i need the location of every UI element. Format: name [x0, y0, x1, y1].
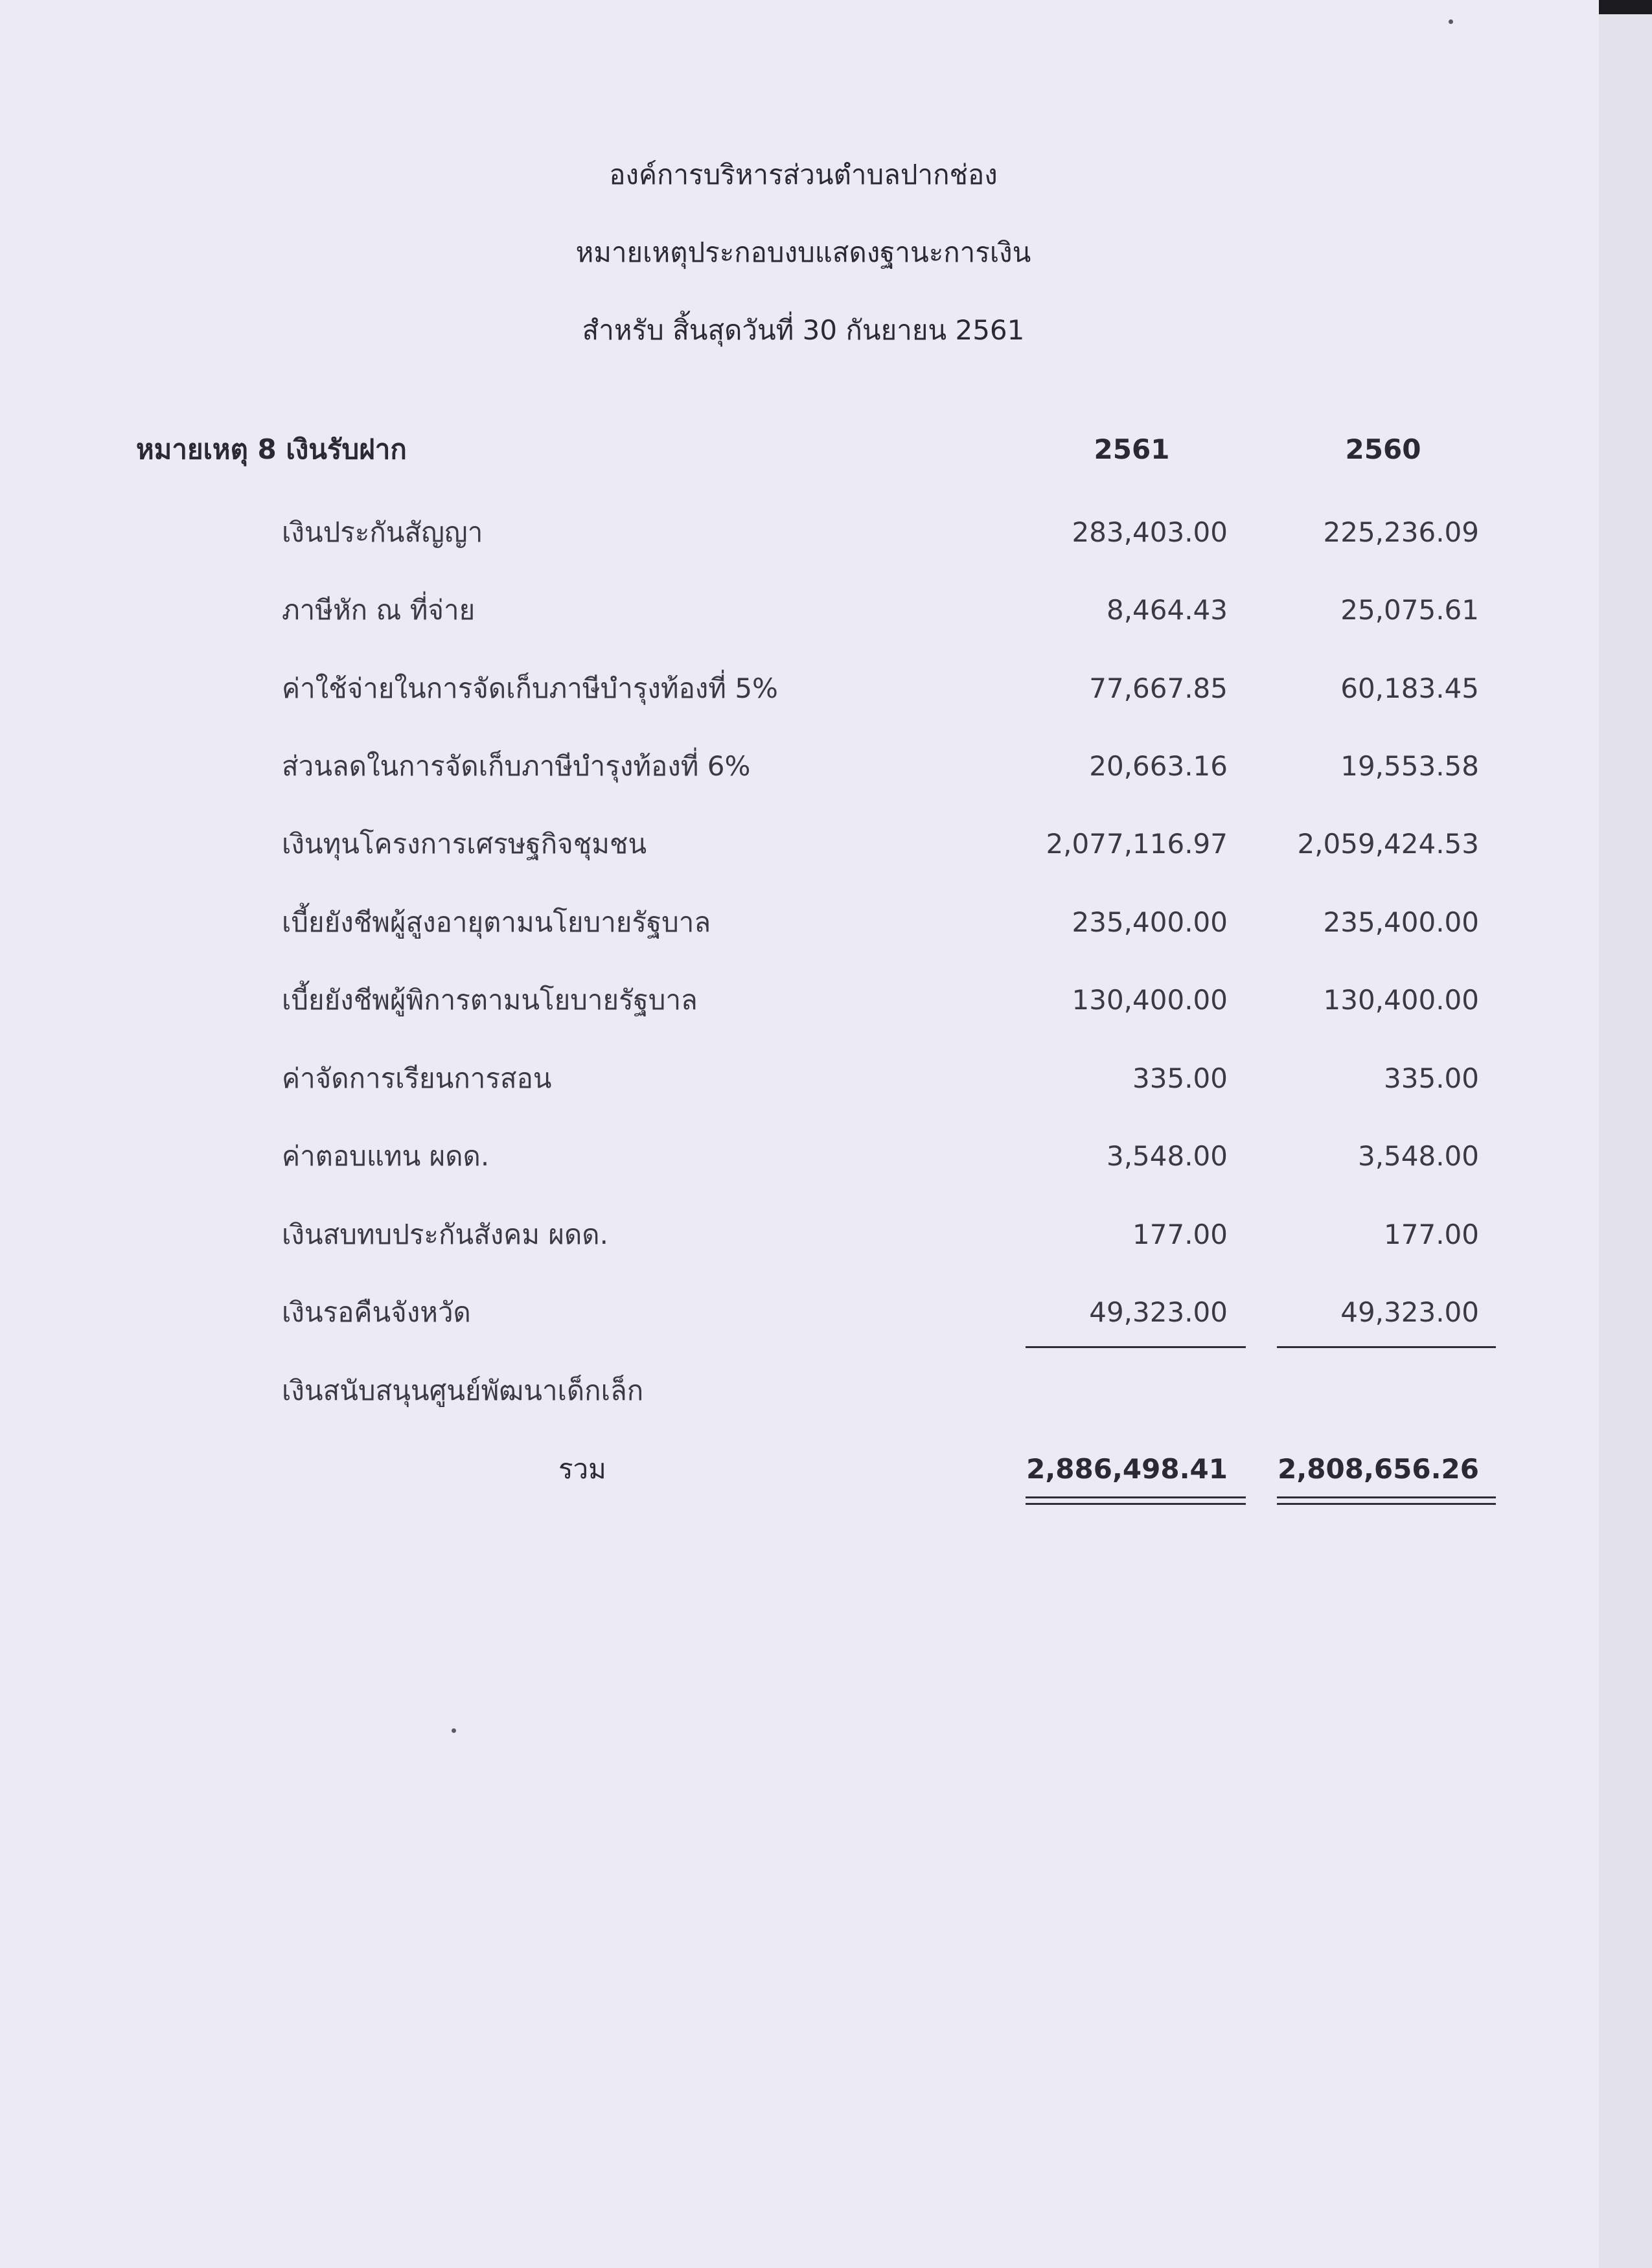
row-label: เบี้ยยังชีพผู้สูงอายุตามนโยบายรัฐบาล [282, 906, 711, 938]
row-label: เงินทุนโครงการเศรษฐกิจชุมชน [282, 828, 647, 860]
column-header-previous: 2560 [1345, 433, 1421, 465]
row-value-current: 49,323.00 [1089, 1296, 1228, 1328]
row-label: ส่วนลดในการจัดเก็บภาษีบำรุงท้องที่ 6% [282, 750, 751, 782]
row-label: เงินประกันสัญญา [282, 516, 483, 548]
row-value-previous: 25,075.61 [1340, 594, 1479, 626]
note-title: หมายเหตุ 8 เงินรับฝาก [136, 433, 407, 465]
column-header-current: 2561 [1094, 433, 1170, 465]
row-value-previous: 3,548.00 [1357, 1140, 1479, 1172]
org-name: องค์การบริหารส่วนตำบลปากช่อง [609, 159, 998, 190]
table-row [0, 1293, 1607, 1332]
document-title: หมายเหตุประกอบงบแสดงฐานะการเงิน [575, 236, 1031, 268]
row-value-current: 20,663.16 [1089, 750, 1228, 782]
table-row [0, 747, 1607, 786]
row-value-previous: 177.00 [1384, 1219, 1479, 1250]
row-label: ค่าจัดการเรียนการสอน [282, 1062, 552, 1094]
page-edge-shadow [1599, 0, 1652, 2268]
subtotal-rule-current [1026, 1346, 1246, 1348]
total-double-rule-current-bottom [1026, 1503, 1246, 1505]
row-value-previous: 60,183.45 [1340, 672, 1479, 704]
table-row [0, 513, 1607, 552]
total-value-current: 2,886,498.41 [1026, 1453, 1228, 1485]
table-row [0, 1059, 1607, 1098]
row-value-current: 77,667.85 [1089, 672, 1228, 704]
scan-speck [1449, 19, 1453, 24]
row-label: เงินสนับสนุนศูนย์พัฒนาเด็กเล็ก [282, 1375, 644, 1406]
row-value-previous: 225,236.09 [1323, 516, 1479, 548]
row-label: เงินสบทบประกันสังคม ผดด. [282, 1219, 608, 1250]
table-row [0, 669, 1607, 708]
row-value-current: 235,400.00 [1072, 906, 1228, 938]
row-label: เงินรอคืนจังหวัด [282, 1296, 471, 1328]
row-value-previous: 335.00 [1384, 1062, 1479, 1094]
row-label: ค่าใช้จ่ายในการจัดเก็บภาษีบำรุงท้องที่ 5% [282, 672, 778, 704]
row-value-current: 177.00 [1132, 1219, 1228, 1250]
row-value-current: 2,077,116.97 [1046, 828, 1228, 860]
total-double-rule-previous-top [1277, 1496, 1496, 1498]
scan-corner-mark [1599, 0, 1652, 14]
row-value-current: 283,403.00 [1072, 516, 1228, 548]
row-value-current: 3,548.00 [1106, 1140, 1228, 1172]
scan-speck [452, 1728, 456, 1733]
table-row [0, 903, 1607, 942]
subtotal-rule-previous [1277, 1346, 1496, 1348]
row-value-previous: 49,323.00 [1340, 1296, 1479, 1328]
total-value-previous: 2,808,656.26 [1278, 1453, 1479, 1485]
table-row [0, 591, 1607, 630]
row-value-previous: 130,400.00 [1323, 984, 1479, 1016]
row-value-previous: 235,400.00 [1323, 906, 1479, 938]
total-double-rule-previous-bottom [1277, 1503, 1496, 1505]
row-label: ค่าตอบแทน ผดด. [282, 1140, 490, 1172]
row-value-current: 335.00 [1132, 1062, 1228, 1094]
row-value-previous: 19,553.58 [1340, 750, 1479, 782]
table-row [0, 1137, 1607, 1176]
table-row [0, 981, 1607, 1020]
total-label: รวม [558, 1453, 606, 1485]
reporting-period: สำหรับ สิ้นสุดวันที่ 30 กันยายน 2561 [582, 314, 1025, 346]
table-row [0, 1371, 1607, 1410]
row-value-current: 8,464.43 [1106, 594, 1228, 626]
table-row [0, 1215, 1607, 1254]
row-label: ภาษีหัก ณ ที่จ่าย [282, 594, 476, 626]
row-value-previous: 2,059,424.53 [1297, 828, 1479, 860]
row-label: เบี้ยยังชีพผู้พิการตามนโยบายรัฐบาล [282, 984, 698, 1016]
table-row [0, 825, 1607, 864]
row-value-current: 130,400.00 [1072, 984, 1228, 1016]
total-double-rule-current-top [1026, 1496, 1246, 1498]
